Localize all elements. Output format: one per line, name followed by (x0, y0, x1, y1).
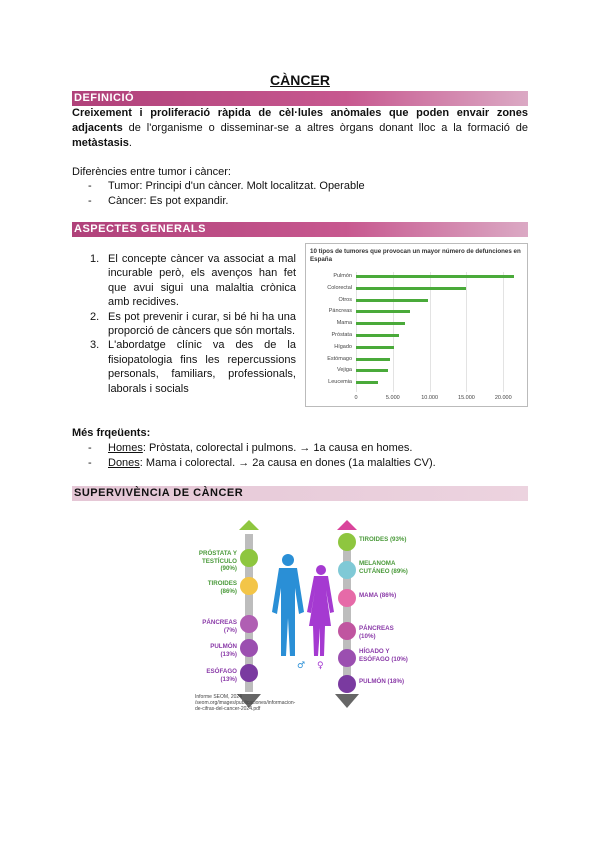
circle-melanoma (338, 561, 356, 579)
chart-x-tick-label: 15.000 (458, 395, 475, 401)
men-label: Homes (108, 442, 143, 454)
circle-pancreas-left (240, 615, 258, 633)
label-tiroides-left: TIROIDES (86%) (207, 580, 237, 595)
survival-infographic (193, 516, 411, 724)
list-item (88, 441, 436, 456)
aspect-text: Es pot prevenir i curar, si bé hi ha una proporció de càncers que són mortals. (108, 310, 296, 338)
chart-bar (356, 299, 428, 302)
definition-end: . (128, 137, 132, 149)
definition-text: de l'organisme o disseminar-se a altres òrgans donant lloc a la formació de (122, 122, 528, 134)
chart-gridline (503, 272, 504, 392)
list-item: - Tumor: Principi d'un càncer. Molt localitzat. Operable (88, 179, 365, 194)
women-label: Dones (108, 457, 140, 469)
male-figure (272, 554, 304, 656)
chart-gridline (393, 272, 394, 392)
frequent-heading: Més frqeüents: (72, 427, 151, 439)
female-figure (307, 565, 334, 656)
chart-bar (356, 322, 405, 325)
chart-title: 10 tipos de tumores que provocan un mayor número de defunciones en España (310, 248, 521, 263)
aspects-list (90, 252, 296, 396)
circle-tiroides-right (338, 533, 356, 551)
chart-category-label: Leucemia (328, 379, 352, 386)
deaths-bar-chart (305, 243, 528, 407)
chart-category-label: Próstata (331, 332, 352, 338)
label-prostata: PRÓSTATA Y TESTÍCULO (90%) (198, 550, 237, 572)
aspect-text: El concepte càncer va associat a mal incurable però, els avenços han fet que avui sigui una malaltia crònica amb recidives. (108, 253, 296, 309)
section-header-definicio: DEFINICIÓ (72, 91, 528, 106)
label-pancreas-left: PÁNCREAS (7%) (202, 619, 237, 634)
label-pancreas-right: PÁNCREAS (10%) (359, 625, 394, 640)
women-text: : Mama i colorectal. → 2a causa en dones (1a malalties CV). (139, 457, 436, 469)
infographic-source: Informe SEOM, 2024 /seom.org/images/publicaciones/informacion-de-cifras-del-cancer-2024.pdf (195, 694, 296, 712)
chart-category-label: Otros (338, 296, 352, 303)
chart-bar (356, 310, 410, 313)
right-arrow-shaft (343, 534, 351, 692)
chart-category-label: Pulmón (333, 273, 352, 279)
chart-bar (356, 334, 399, 337)
chart-gridline (356, 272, 357, 392)
list-item (88, 456, 436, 471)
circle-tiroides-left (240, 577, 258, 595)
right-arrow-head (335, 694, 359, 708)
chart-bar (356, 275, 514, 278)
chart-category-label: Estómago (327, 355, 352, 362)
men-text: : Pròstata, colorectal i pulmons. → 1a causa en homes. (142, 442, 413, 454)
chart-x-tick-label: 10.000 (421, 395, 439, 401)
chart-bar (356, 369, 388, 372)
chart-category-label: Mama (336, 320, 352, 327)
chart-gridline (430, 272, 431, 392)
label-melanoma: MELANOMA CUTÁNEO (89%) (359, 560, 408, 575)
chart-category-label: Colorectal (327, 284, 352, 291)
chart-x-tick-label: 20.000 (494, 395, 512, 401)
left-arrow-top (239, 520, 259, 530)
circle-mama (338, 589, 356, 607)
label-higado: HÍGADO Y ESÓFAGO (10%) (359, 648, 408, 663)
definition-paragraph (72, 106, 528, 151)
circle-pancreas-right (338, 622, 356, 640)
label-esofago: ESÓFAGO (13%) (206, 668, 237, 683)
page-title: CÀNCER (270, 72, 330, 88)
chart-category-label: Páncreas (328, 308, 352, 315)
definition-bold-2: metàstasis (72, 137, 129, 149)
chart-bar (356, 358, 390, 361)
chart-category-label: Vejiga (337, 367, 352, 374)
circle-pulmon-left (240, 639, 258, 657)
list-item: 3. L'abordatge clínic va des de la fisiopatologia fins les repercussions personals, familiars, professionals, laborals i socials (90, 339, 296, 395)
aspect-text: L'abordatge clínic va des de la fisiopatologia fins les repercussions personals, familiars, professionals, laborals i socials (108, 339, 296, 395)
differences-list (88, 179, 365, 209)
section-header-supervivencia: SUPERVIVÈNCIA DE CÀNCER (72, 486, 528, 501)
circle-esofago (240, 664, 258, 682)
chart-x-tick-label: 0 (354, 395, 358, 401)
chart-x-tick-label: 5.000 (385, 395, 400, 401)
chart-bar (356, 287, 466, 290)
chart-bar (356, 346, 394, 349)
list-item: - Càncer: Es pot expandir. (88, 194, 365, 209)
right-arrow-top (337, 520, 357, 530)
circle-pulmon-right (338, 675, 356, 693)
definition-bold-1: Creixement i proliferació ràpida de cèl·lules anòmales que poden envair zones adjacents (72, 107, 528, 134)
circle-prostata (240, 549, 258, 567)
chart-gridline (466, 272, 467, 392)
list-item: 2. Es pot prevenir i curar, si bé hi ha una proporció de càncers que són mortals. (90, 310, 296, 338)
chart-bar (356, 381, 378, 384)
label-mama: MAMA (86%) (359, 592, 397, 599)
list-item: 1. El concepte càncer va associat a mal incurable però, els avenços han fet que avui sigui una malaltia crònica amb recidives. (90, 253, 296, 309)
chart-category-label: Hígado (334, 343, 352, 350)
section-header-aspectes: ASPECTES GENERALS (72, 222, 528, 237)
differences-intro: Diferències entre tumor i càncer: (72, 166, 231, 178)
female-symbol: ♀ (317, 661, 324, 671)
frequent-list (88, 441, 436, 471)
male-symbol: ♂ (297, 661, 306, 671)
label-tiroides-right: TIROIDES (93%) (359, 536, 407, 543)
label-pulmon-left: PULMÓN (13%) (210, 643, 237, 658)
circle-higado (338, 649, 356, 667)
label-pulmon-right: PULMÓN (18%) (359, 678, 405, 685)
